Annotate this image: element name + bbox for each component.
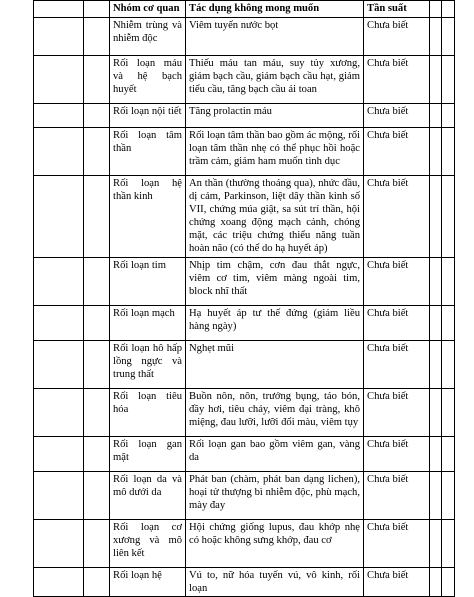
blank-cell (84, 388, 110, 436)
edge-cell (430, 305, 442, 340)
blank-cell (84, 104, 110, 128)
frequency-cell: Chưa biết (364, 104, 430, 128)
adverse-effects-table (33, 0, 455, 597)
table-row (34, 471, 455, 519)
frequency-cell: Chưa biết (364, 519, 430, 567)
edge-cell (430, 436, 442, 471)
blank-cell (34, 305, 84, 340)
header-organ-group: Nhóm cơ quan (110, 1, 186, 18)
blank-cell (34, 567, 84, 596)
adverse-effect-cell: Viêm tuyến nước bọt (186, 18, 364, 56)
adverse-effect-cell: Phát ban (chàm, phát ban dạng lichen), hoại tử thượng bì nhiễm độc, phù mạch, mày đay (186, 471, 364, 519)
edge-cell (442, 1, 455, 18)
blank-cell (34, 176, 84, 258)
blank-cell (34, 388, 84, 436)
organ-group-cell: Rối loạn gan mật (110, 436, 186, 471)
edge-cell (442, 340, 455, 388)
adverse-effect-cell: An thần (thường thoáng qua), nhức đầu, dị cảm, Parkinson, liệt dây thần kinh số VII, chứng múa giật, sa sút trí thần, hội chứng xoang động mạch cảnh, chóng mặt, các triệu chứng thiểu năng tuần hoàn não (có thể do hạ huyết áp) (186, 176, 364, 258)
blank-cell (84, 1, 110, 18)
edge-cell (442, 305, 455, 340)
edge-cell (442, 128, 455, 176)
edge-cell (442, 104, 455, 128)
table-row (34, 436, 455, 471)
blank-cell (84, 471, 110, 519)
blank-cell (84, 56, 110, 104)
frequency-cell: Chưa biết (364, 56, 430, 104)
edge-cell (430, 56, 442, 104)
adverse-effect-cell: Hội chứng giống lupus, đau khớp nhẹ có hoặc không sưng khớp, đau cơ (186, 519, 364, 567)
edge-cell (442, 18, 455, 56)
frequency-cell: Chưa biết (364, 176, 430, 258)
table-row (34, 257, 455, 305)
edge-cell (430, 519, 442, 567)
blank-cell (84, 519, 110, 567)
blank-cell (84, 436, 110, 471)
blank-cell (84, 257, 110, 305)
adverse-effect-cell: Nhịp tim chậm, cơn đau thắt ngực, viêm cơ tim, viêm màng ngoài tim, block nhĩ thất (186, 257, 364, 305)
blank-cell (34, 436, 84, 471)
table-row (34, 176, 455, 258)
edge-cell (442, 56, 455, 104)
frequency-cell: Chưa biết (364, 257, 430, 305)
blank-cell (34, 1, 84, 18)
organ-group-cell: Nhiễm trùng và nhiễm độc (110, 18, 186, 56)
organ-group-cell: Rối loạn tiêu hóa (110, 388, 186, 436)
frequency-cell: Chưa biết (364, 436, 430, 471)
blank-cell (84, 128, 110, 176)
organ-group-cell: Rối loạn da và mô dưới da (110, 471, 186, 519)
edge-cell (430, 176, 442, 258)
header-frequency: Tần suất (364, 1, 430, 18)
edge-cell (442, 176, 455, 258)
edge-cell (442, 436, 455, 471)
table-row (34, 104, 455, 128)
blank-cell (34, 128, 84, 176)
adverse-effect-cell: Nghẹt mũi (186, 340, 364, 388)
table-row (34, 388, 455, 436)
frequency-cell: Chưa biết (364, 567, 430, 596)
blank-cell (34, 340, 84, 388)
blank-cell (34, 18, 84, 56)
organ-group-cell: Rối loạn tim (110, 257, 186, 305)
blank-cell (84, 18, 110, 56)
edge-cell (442, 567, 455, 596)
blank-cell (84, 567, 110, 596)
edge-cell (430, 104, 442, 128)
organ-group-cell: Rối loạn hệ thần kinh (110, 176, 186, 258)
edge-cell (430, 567, 442, 596)
blank-cell (84, 340, 110, 388)
frequency-cell: Chưa biết (364, 18, 430, 56)
frequency-cell: Chưa biết (364, 340, 430, 388)
adverse-effect-cell: Tăng prolactin máu (186, 104, 364, 128)
table-row (34, 18, 455, 56)
table-row (34, 340, 455, 388)
table-row (34, 519, 455, 567)
frequency-cell: Chưa biết (364, 388, 430, 436)
organ-group-cell: Rối loạn tâm thần (110, 128, 186, 176)
adverse-effect-cell: Buồn nôn, nôn, trướng bụng, táo bón, đầy hơi, tiêu chảy, viêm đại tràng, khô miệng, đau lưỡi, lưỡi đổi màu, viêm tụy (186, 388, 364, 436)
blank-cell (34, 56, 84, 104)
organ-group-cell: Rối loạn mạch (110, 305, 186, 340)
organ-group-cell: Rối loạn hô hấp lồng ngực và trung thất (110, 340, 186, 388)
frequency-cell: Chưa biết (364, 305, 430, 340)
edge-cell (430, 388, 442, 436)
edge-cell (430, 1, 442, 18)
table-row (34, 56, 455, 104)
table-header-row (34, 1, 455, 18)
frequency-cell: Chưa biết (364, 471, 430, 519)
blank-cell (34, 519, 84, 567)
header-adverse-effect: Tác dụng không mong muốn (186, 1, 364, 18)
edge-cell (442, 519, 455, 567)
edge-cell (442, 257, 455, 305)
edge-cell (430, 18, 442, 56)
blank-cell (34, 104, 84, 128)
edge-cell (442, 388, 455, 436)
organ-group-cell: Rối loạn nội tiết (110, 104, 186, 128)
table-row (34, 305, 455, 340)
edge-cell (430, 471, 442, 519)
blank-cell (34, 471, 84, 519)
edge-cell (430, 128, 442, 176)
blank-cell (84, 305, 110, 340)
edge-cell (442, 471, 455, 519)
adverse-effect-cell: Thiếu máu tan máu, suy tủy xương, giảm bạch cầu, giảm bạch cầu hạt, giảm tiểu cầu, tăng bạch cầu ái toan (186, 56, 364, 104)
organ-group-cell: Rối loạn cơ xương và mô liên kết (110, 519, 186, 567)
edge-cell (430, 340, 442, 388)
organ-group-cell: Rối loạn hệ (110, 567, 186, 596)
blank-cell (84, 176, 110, 258)
organ-group-cell: Rối loạn máu và hệ bạch huyết (110, 56, 186, 104)
table-row (34, 128, 455, 176)
adverse-effect-cell: Vú to, nữ hóa tuyến vú, vô kinh, rối loạn (186, 567, 364, 596)
edge-cell (430, 257, 442, 305)
table-row (34, 567, 455, 596)
frequency-cell: Chưa biết (364, 128, 430, 176)
blank-cell (34, 257, 84, 305)
adverse-effect-cell: Rối loạn tâm thần bao gồm ác mộng, rối loạn tâm thần nhẹ có thể phục hồi hoặc trầm cảm, giảm ham muốn tình dục (186, 128, 364, 176)
adverse-effect-cell: Hạ huyết áp tư thế đứng (giảm liều hàng ngày) (186, 305, 364, 340)
adverse-effect-cell: Rối loạn gan bao gồm viêm gan, vàng da (186, 436, 364, 471)
